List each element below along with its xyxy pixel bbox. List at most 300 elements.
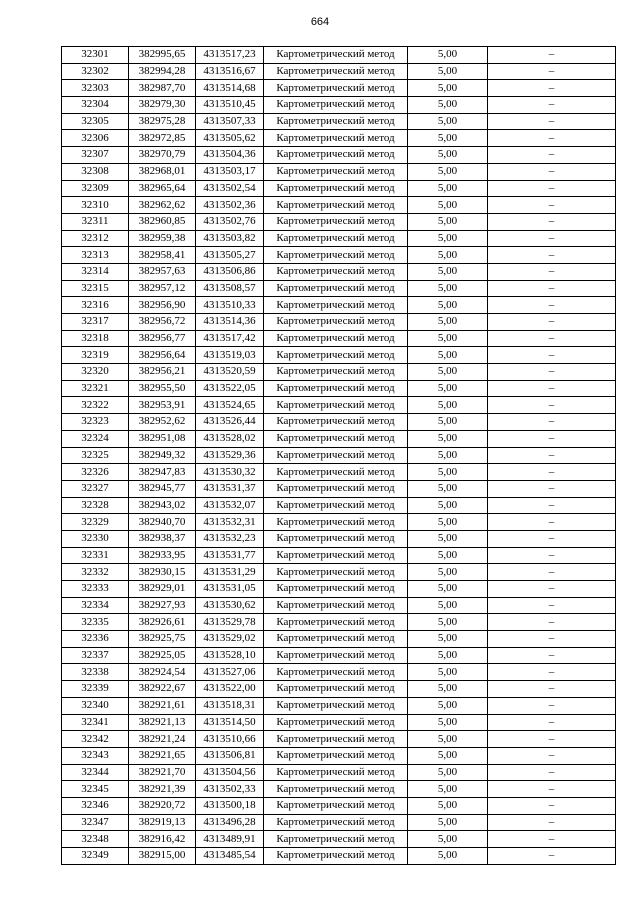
point-number-cell: 32338: [62, 664, 129, 681]
y-coordinate-cell: 4313517,23: [196, 47, 264, 64]
note-cell: –: [488, 697, 616, 714]
point-number-cell: 32309: [62, 180, 129, 197]
note-cell: –: [488, 631, 616, 648]
y-coordinate-cell: 4313506,86: [196, 263, 264, 280]
x-coordinate-cell: 382921,39: [129, 781, 196, 798]
accuracy-cell: 5,00: [408, 564, 488, 581]
x-coordinate-cell: 382920,72: [129, 797, 196, 814]
y-coordinate-cell: 4313524,65: [196, 397, 264, 414]
note-cell: –: [488, 547, 616, 564]
point-number-cell: 32305: [62, 113, 129, 130]
note-cell: –: [488, 97, 616, 114]
x-coordinate-cell: 382955,50: [129, 380, 196, 397]
y-coordinate-cell: 4313531,05: [196, 581, 264, 598]
point-number-cell: 32322: [62, 397, 129, 414]
point-number-cell: 32314: [62, 263, 129, 280]
accuracy-cell: 5,00: [408, 464, 488, 481]
method-cell: Картометрический метод: [264, 647, 408, 664]
point-number-cell: 32349: [62, 848, 129, 865]
method-cell: Картометрический метод: [264, 614, 408, 631]
x-coordinate-cell: 382949,32: [129, 447, 196, 464]
y-coordinate-cell: 4313503,17: [196, 163, 264, 180]
table-row: [62, 280, 616, 297]
y-coordinate-cell: 4313529,36: [196, 447, 264, 464]
y-coordinate-cell: 4313531,29: [196, 564, 264, 581]
y-coordinate-cell: 4313514,36: [196, 314, 264, 331]
note-cell: –: [488, 247, 616, 264]
table-row: [62, 347, 616, 364]
accuracy-cell: 5,00: [408, 664, 488, 681]
point-number-cell: 32334: [62, 597, 129, 614]
method-cell: Картометрический метод: [264, 581, 408, 598]
x-coordinate-cell: 382958,41: [129, 247, 196, 264]
point-number-cell: 32316: [62, 297, 129, 314]
note-cell: –: [488, 213, 616, 230]
accuracy-cell: 5,00: [408, 447, 488, 464]
note-cell: –: [488, 47, 616, 64]
coordinates-table-body: [62, 47, 616, 865]
method-cell: Картометрический метод: [264, 130, 408, 147]
accuracy-cell: 5,00: [408, 130, 488, 147]
x-coordinate-cell: 382916,42: [129, 831, 196, 848]
method-cell: Картометрический метод: [264, 280, 408, 297]
note-cell: –: [488, 514, 616, 531]
accuracy-cell: 5,00: [408, 147, 488, 164]
accuracy-cell: 5,00: [408, 180, 488, 197]
table-row: [62, 163, 616, 180]
x-coordinate-cell: 382945,77: [129, 480, 196, 497]
accuracy-cell: 5,00: [408, 514, 488, 531]
table-row: [62, 380, 616, 397]
x-coordinate-cell: 382938,37: [129, 530, 196, 547]
point-number-cell: 32339: [62, 681, 129, 698]
table-row: [62, 247, 616, 264]
x-coordinate-cell: 382921,70: [129, 764, 196, 781]
accuracy-cell: 5,00: [408, 297, 488, 314]
x-coordinate-cell: 382968,01: [129, 163, 196, 180]
x-coordinate-cell: 382921,65: [129, 747, 196, 764]
note-cell: –: [488, 714, 616, 731]
table-row: [62, 80, 616, 97]
table-row: [62, 464, 616, 481]
table-row: [62, 497, 616, 514]
x-coordinate-cell: 382926,61: [129, 614, 196, 631]
table-row: [62, 681, 616, 698]
note-cell: –: [488, 497, 616, 514]
table-row: [62, 614, 616, 631]
x-coordinate-cell: 382947,83: [129, 464, 196, 481]
y-coordinate-cell: 4313510,66: [196, 731, 264, 748]
table-row: [62, 63, 616, 80]
method-cell: Картометрический метод: [264, 781, 408, 798]
point-number-cell: 32327: [62, 480, 129, 497]
y-coordinate-cell: 4313528,10: [196, 647, 264, 664]
x-coordinate-cell: 382957,63: [129, 263, 196, 280]
x-coordinate-cell: 382927,93: [129, 597, 196, 614]
table-row: [62, 564, 616, 581]
point-number-cell: 32346: [62, 797, 129, 814]
y-coordinate-cell: 4313510,45: [196, 97, 264, 114]
table-row: [62, 130, 616, 147]
method-cell: Картометрический метод: [264, 480, 408, 497]
method-cell: Картометрический метод: [264, 163, 408, 180]
point-number-cell: 32302: [62, 63, 129, 80]
table-row: [62, 197, 616, 214]
page-number: 664: [310, 16, 330, 28]
point-number-cell: 32343: [62, 747, 129, 764]
note-cell: –: [488, 814, 616, 831]
point-number-cell: 32336: [62, 631, 129, 648]
method-cell: Картометрический метод: [264, 414, 408, 431]
point-number-cell: 32307: [62, 147, 129, 164]
table-row: [62, 781, 616, 798]
method-cell: Картометрический метод: [264, 731, 408, 748]
method-cell: Картометрический метод: [264, 197, 408, 214]
table-row: [62, 814, 616, 831]
point-number-cell: 32329: [62, 514, 129, 531]
method-cell: Картометрический метод: [264, 514, 408, 531]
point-number-cell: 32301: [62, 47, 129, 64]
point-number-cell: 32310: [62, 197, 129, 214]
point-number-cell: 32324: [62, 430, 129, 447]
x-coordinate-cell: 382922,67: [129, 681, 196, 698]
note-cell: –: [488, 314, 616, 331]
accuracy-cell: 5,00: [408, 480, 488, 497]
note-cell: –: [488, 180, 616, 197]
method-cell: Картометрический метод: [264, 747, 408, 764]
table-row: [62, 213, 616, 230]
accuracy-cell: 5,00: [408, 280, 488, 297]
note-cell: –: [488, 347, 616, 364]
y-coordinate-cell: 4313503,82: [196, 230, 264, 247]
table-row: [62, 364, 616, 381]
accuracy-cell: 5,00: [408, 113, 488, 130]
method-cell: Картометрический метод: [264, 397, 408, 414]
method-cell: Картометрический метод: [264, 297, 408, 314]
note-cell: –: [488, 747, 616, 764]
table-row: [62, 547, 616, 564]
accuracy-cell: 5,00: [408, 97, 488, 114]
point-number-cell: 32344: [62, 764, 129, 781]
x-coordinate-cell: 382970,79: [129, 147, 196, 164]
note-cell: –: [488, 464, 616, 481]
method-cell: Картометрический метод: [264, 797, 408, 814]
table-row: [62, 113, 616, 130]
note-cell: –: [488, 197, 616, 214]
x-coordinate-cell: 382962,62: [129, 197, 196, 214]
accuracy-cell: 5,00: [408, 364, 488, 381]
table-row: [62, 581, 616, 598]
method-cell: Картометрический метод: [264, 180, 408, 197]
y-coordinate-cell: 4313531,77: [196, 547, 264, 564]
method-cell: Картометрический метод: [264, 497, 408, 514]
y-coordinate-cell: 4313530,62: [196, 597, 264, 614]
accuracy-cell: 5,00: [408, 597, 488, 614]
point-number-cell: 32331: [62, 547, 129, 564]
note-cell: –: [488, 681, 616, 698]
y-coordinate-cell: 4313508,57: [196, 280, 264, 297]
table-row: [62, 430, 616, 447]
point-number-cell: 32315: [62, 280, 129, 297]
method-cell: Картометрический метод: [264, 80, 408, 97]
note-cell: –: [488, 163, 616, 180]
point-number-cell: 32332: [62, 564, 129, 581]
y-coordinate-cell: 4313529,78: [196, 614, 264, 631]
y-coordinate-cell: 4313526,44: [196, 414, 264, 431]
x-coordinate-cell: 382952,62: [129, 414, 196, 431]
accuracy-cell: 5,00: [408, 530, 488, 547]
point-number-cell: 32348: [62, 831, 129, 848]
table-row: [62, 263, 616, 280]
method-cell: Картометрический метод: [264, 631, 408, 648]
table-row: [62, 831, 616, 848]
x-coordinate-cell: 382921,24: [129, 731, 196, 748]
x-coordinate-cell: 382979,30: [129, 97, 196, 114]
y-coordinate-cell: 4313514,68: [196, 80, 264, 97]
x-coordinate-cell: 382975,28: [129, 113, 196, 130]
note-cell: –: [488, 664, 616, 681]
y-coordinate-cell: 4313506,81: [196, 747, 264, 764]
accuracy-cell: 5,00: [408, 797, 488, 814]
point-number-cell: 32325: [62, 447, 129, 464]
x-coordinate-cell: 382925,75: [129, 631, 196, 648]
x-coordinate-cell: 382960,85: [129, 213, 196, 230]
accuracy-cell: 5,00: [408, 547, 488, 564]
accuracy-cell: 5,00: [408, 330, 488, 347]
x-coordinate-cell: 382930,15: [129, 564, 196, 581]
point-number-cell: 32342: [62, 731, 129, 748]
point-number-cell: 32341: [62, 714, 129, 731]
x-coordinate-cell: 382956,64: [129, 347, 196, 364]
table-row: [62, 530, 616, 547]
note-cell: –: [488, 597, 616, 614]
point-number-cell: 32340: [62, 697, 129, 714]
method-cell: Картометрический метод: [264, 547, 408, 564]
note-cell: –: [488, 447, 616, 464]
accuracy-cell: 5,00: [408, 814, 488, 831]
method-cell: Картометрический метод: [264, 314, 408, 331]
note-cell: –: [488, 647, 616, 664]
x-coordinate-cell: 382956,72: [129, 314, 196, 331]
x-coordinate-cell: 382933,95: [129, 547, 196, 564]
note-cell: –: [488, 330, 616, 347]
point-number-cell: 32345: [62, 781, 129, 798]
method-cell: Картометрический метод: [264, 697, 408, 714]
x-coordinate-cell: 382956,90: [129, 297, 196, 314]
y-coordinate-cell: 4313504,36: [196, 147, 264, 164]
x-coordinate-cell: 382929,01: [129, 581, 196, 598]
method-cell: Картометрический метод: [264, 814, 408, 831]
y-coordinate-cell: 4313502,33: [196, 781, 264, 798]
method-cell: Картометрический метод: [264, 113, 408, 130]
accuracy-cell: 5,00: [408, 714, 488, 731]
x-coordinate-cell: 382943,02: [129, 497, 196, 514]
note-cell: –: [488, 581, 616, 598]
accuracy-cell: 5,00: [408, 347, 488, 364]
method-cell: Картометрический метод: [264, 213, 408, 230]
method-cell: Картометрический метод: [264, 831, 408, 848]
note-cell: –: [488, 63, 616, 80]
accuracy-cell: 5,00: [408, 163, 488, 180]
accuracy-cell: 5,00: [408, 647, 488, 664]
y-coordinate-cell: 4313485,54: [196, 848, 264, 865]
y-coordinate-cell: 4313500,18: [196, 797, 264, 814]
y-coordinate-cell: 4313489,91: [196, 831, 264, 848]
accuracy-cell: 5,00: [408, 764, 488, 781]
y-coordinate-cell: 4313522,05: [196, 380, 264, 397]
point-number-cell: 32320: [62, 364, 129, 381]
x-coordinate-cell: 382940,70: [129, 514, 196, 531]
note-cell: –: [488, 797, 616, 814]
table-row: [62, 664, 616, 681]
point-number-cell: 32306: [62, 130, 129, 147]
point-number-cell: 32323: [62, 414, 129, 431]
method-cell: Картометрический метод: [264, 330, 408, 347]
note-cell: –: [488, 80, 616, 97]
point-number-cell: 32319: [62, 347, 129, 364]
accuracy-cell: 5,00: [408, 581, 488, 598]
method-cell: Картометрический метод: [264, 848, 408, 865]
x-coordinate-cell: 382987,70: [129, 80, 196, 97]
point-number-cell: 32311: [62, 213, 129, 230]
x-coordinate-cell: 382953,91: [129, 397, 196, 414]
method-cell: Картометрический метод: [264, 681, 408, 698]
y-coordinate-cell: 4313527,06: [196, 664, 264, 681]
table-row: [62, 731, 616, 748]
accuracy-cell: 5,00: [408, 213, 488, 230]
y-coordinate-cell: 4313504,56: [196, 764, 264, 781]
point-number-cell: 32335: [62, 614, 129, 631]
table-row: [62, 330, 616, 347]
method-cell: Картометрический метод: [264, 380, 408, 397]
accuracy-cell: 5,00: [408, 781, 488, 798]
y-coordinate-cell: 4313531,37: [196, 480, 264, 497]
point-number-cell: 32333: [62, 581, 129, 598]
point-number-cell: 32303: [62, 80, 129, 97]
accuracy-cell: 5,00: [408, 63, 488, 80]
x-coordinate-cell: 382994,28: [129, 63, 196, 80]
table-row: [62, 480, 616, 497]
method-cell: Картометрический метод: [264, 47, 408, 64]
point-number-cell: 32337: [62, 647, 129, 664]
y-coordinate-cell: 4313528,02: [196, 430, 264, 447]
accuracy-cell: 5,00: [408, 397, 488, 414]
table-row: [62, 297, 616, 314]
y-coordinate-cell: 4313517,42: [196, 330, 264, 347]
method-cell: Картометрический метод: [264, 764, 408, 781]
y-coordinate-cell: 4313530,32: [196, 464, 264, 481]
method-cell: Картометрический метод: [264, 147, 408, 164]
y-coordinate-cell: 4313502,76: [196, 213, 264, 230]
accuracy-cell: 5,00: [408, 497, 488, 514]
y-coordinate-cell: 4313522,00: [196, 681, 264, 698]
y-coordinate-cell: 4313505,62: [196, 130, 264, 147]
x-coordinate-cell: 382995,65: [129, 47, 196, 64]
table-row: [62, 631, 616, 648]
accuracy-cell: 5,00: [408, 430, 488, 447]
point-number-cell: 32330: [62, 530, 129, 547]
note-cell: –: [488, 364, 616, 381]
method-cell: Картометрический метод: [264, 530, 408, 547]
method-cell: Картометрический метод: [264, 447, 408, 464]
y-coordinate-cell: 4313520,59: [196, 364, 264, 381]
accuracy-cell: 5,00: [408, 747, 488, 764]
method-cell: Картометрический метод: [264, 464, 408, 481]
point-number-cell: 32304: [62, 97, 129, 114]
note-cell: –: [488, 280, 616, 297]
x-coordinate-cell: 382957,12: [129, 280, 196, 297]
y-coordinate-cell: 4313518,31: [196, 697, 264, 714]
x-coordinate-cell: 382921,13: [129, 714, 196, 731]
accuracy-cell: 5,00: [408, 414, 488, 431]
method-cell: Картометрический метод: [264, 430, 408, 447]
table-row: [62, 47, 616, 64]
y-coordinate-cell: 4313529,02: [196, 631, 264, 648]
accuracy-cell: 5,00: [408, 247, 488, 264]
table-row: [62, 797, 616, 814]
note-cell: –: [488, 297, 616, 314]
note-cell: –: [488, 113, 616, 130]
note-cell: –: [488, 848, 616, 865]
note-cell: –: [488, 430, 616, 447]
coordinates-table: [61, 46, 616, 865]
accuracy-cell: 5,00: [408, 848, 488, 865]
note-cell: –: [488, 781, 616, 798]
note-cell: –: [488, 397, 616, 414]
y-coordinate-cell: 4313505,27: [196, 247, 264, 264]
accuracy-cell: 5,00: [408, 263, 488, 280]
x-coordinate-cell: 382965,64: [129, 180, 196, 197]
table-row: [62, 147, 616, 164]
accuracy-cell: 5,00: [408, 230, 488, 247]
method-cell: Картометрический метод: [264, 63, 408, 80]
y-coordinate-cell: 4313496,28: [196, 814, 264, 831]
point-number-cell: 32317: [62, 314, 129, 331]
x-coordinate-cell: 382915,00: [129, 848, 196, 865]
x-coordinate-cell: 382972,85: [129, 130, 196, 147]
x-coordinate-cell: 382959,38: [129, 230, 196, 247]
x-coordinate-cell: 382925,05: [129, 647, 196, 664]
table-row: [62, 714, 616, 731]
note-cell: –: [488, 380, 616, 397]
table-row: [62, 447, 616, 464]
table-row: [62, 97, 616, 114]
note-cell: –: [488, 130, 616, 147]
x-coordinate-cell: 382919,13: [129, 814, 196, 831]
note-cell: –: [488, 530, 616, 547]
y-coordinate-cell: 4313507,33: [196, 113, 264, 130]
y-coordinate-cell: 4313516,67: [196, 63, 264, 80]
accuracy-cell: 5,00: [408, 731, 488, 748]
y-coordinate-cell: 4313502,54: [196, 180, 264, 197]
table-row: [62, 647, 616, 664]
y-coordinate-cell: 4313532,07: [196, 497, 264, 514]
x-coordinate-cell: 382951,08: [129, 430, 196, 447]
method-cell: Картометрический метод: [264, 564, 408, 581]
method-cell: Картометрический метод: [264, 664, 408, 681]
method-cell: Картометрический метод: [264, 597, 408, 614]
table-row: [62, 514, 616, 531]
method-cell: Картометрический метод: [264, 247, 408, 264]
point-number-cell: 32318: [62, 330, 129, 347]
accuracy-cell: 5,00: [408, 80, 488, 97]
accuracy-cell: 5,00: [408, 614, 488, 631]
table-row: [62, 180, 616, 197]
method-cell: Картометрический метод: [264, 263, 408, 280]
x-coordinate-cell: 382924,54: [129, 664, 196, 681]
point-number-cell: 32326: [62, 464, 129, 481]
x-coordinate-cell: 382921,61: [129, 697, 196, 714]
